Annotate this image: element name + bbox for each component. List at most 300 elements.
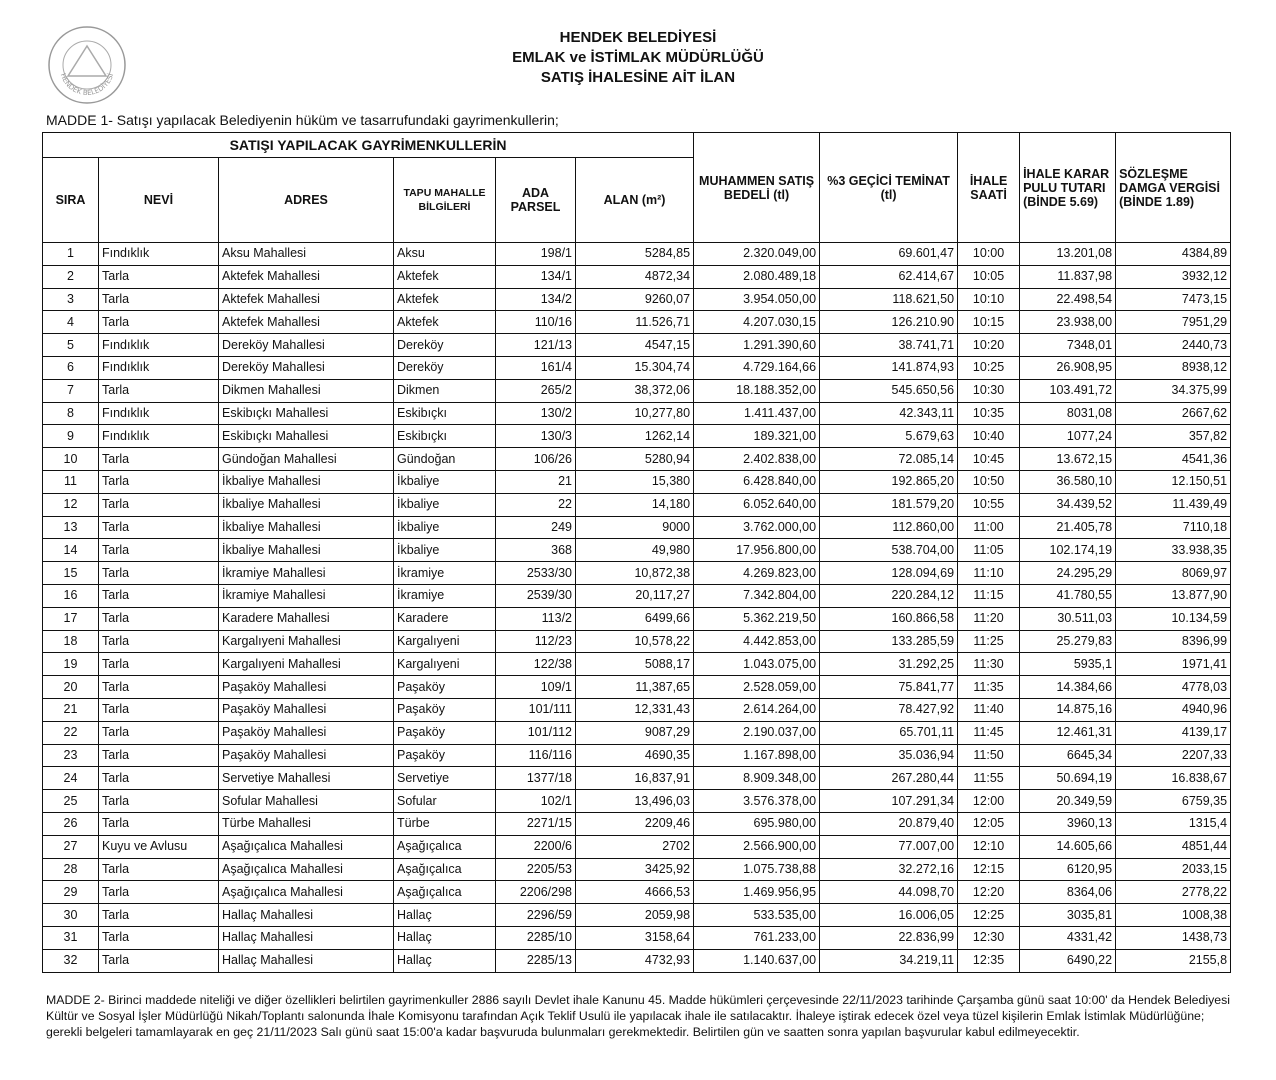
cell-damga: 8069,97 <box>1116 562 1231 585</box>
cell-damga: 6759,35 <box>1116 790 1231 813</box>
cell-adres: Eskibıçkı Mahallesi <box>219 425 394 448</box>
cell-nevi: Tarla <box>99 311 219 334</box>
cell-saat: 11:35 <box>958 676 1020 699</box>
cell-sira: 20 <box>43 676 99 699</box>
cell-adres: Aktefek Mahallesi <box>219 288 394 311</box>
table-row <box>43 265 1231 288</box>
cell-tapu: İkbaliye <box>394 539 496 562</box>
cell-bedel: 1.291.390,60 <box>694 334 820 357</box>
cell-sira: 26 <box>43 812 99 835</box>
cell-teminat: 32.272,16 <box>820 858 958 881</box>
cell-bedel: 2.614.264,00 <box>694 698 820 721</box>
cell-adres: Aktefek Mahallesi <box>219 311 394 334</box>
cell-tapu: Hallaç <box>394 949 496 972</box>
cell-damga: 12.150,51 <box>1116 470 1231 493</box>
cell-bedel: 4.729.164,66 <box>694 356 820 379</box>
cell-sira: 13 <box>43 516 99 539</box>
cell-karar: 4331,42 <box>1020 926 1116 949</box>
cell-damga: 34.375,99 <box>1116 379 1231 402</box>
cell-teminat: 118.621,50 <box>820 288 958 311</box>
cell-nevi: Tarla <box>99 812 219 835</box>
cell-ada: 121/13 <box>496 334 576 357</box>
cell-adres: İkramiye Mahallesi <box>219 584 394 607</box>
cell-nevi: Tarla <box>99 288 219 311</box>
cell-nevi: Tarla <box>99 676 219 699</box>
cell-saat: 12:00 <box>958 790 1020 813</box>
cell-tapu: Sofular <box>394 790 496 813</box>
cell-teminat: 62.414,67 <box>820 265 958 288</box>
cell-bedel: 695.980,00 <box>694 812 820 835</box>
table-row <box>43 881 1231 904</box>
cell-saat: 10:15 <box>958 311 1020 334</box>
cell-sira: 28 <box>43 858 99 881</box>
cell-damga: 2440,73 <box>1116 334 1231 357</box>
cell-karar: 6120,95 <box>1020 858 1116 881</box>
cell-adres: Kargalıyeni Mahallesi <box>219 653 394 676</box>
cell-bedel: 4.207.030,15 <box>694 311 820 334</box>
cell-damga: 13.877,90 <box>1116 584 1231 607</box>
cell-ada: 2285/13 <box>496 949 576 972</box>
cell-damga: 1008,38 <box>1116 904 1231 927</box>
cell-sira: 15 <box>43 562 99 585</box>
table-row <box>43 539 1231 562</box>
cell-tapu: Türbe <box>394 812 496 835</box>
cell-alan: 5284,85 <box>576 243 694 266</box>
cell-sira: 29 <box>43 881 99 904</box>
cell-alan: 10,872,38 <box>576 562 694 585</box>
table-row <box>43 835 1231 858</box>
cell-damga: 1438,73 <box>1116 926 1231 949</box>
cell-karar: 14.605,66 <box>1020 835 1116 858</box>
table-row <box>43 949 1231 972</box>
cell-tapu: Karadere <box>394 607 496 630</box>
table-row <box>43 607 1231 630</box>
cell-damga: 7473,15 <box>1116 288 1231 311</box>
cell-teminat: 160.866,58 <box>820 607 958 630</box>
cell-adres: Hallaç Mahallesi <box>219 926 394 949</box>
cell-sira: 8 <box>43 402 99 425</box>
cell-alan: 6499,66 <box>576 607 694 630</box>
cell-adres: Dereköy Mahallesi <box>219 334 394 357</box>
table-row <box>43 425 1231 448</box>
cell-ada: 22 <box>496 493 576 516</box>
cell-damga: 7951,29 <box>1116 311 1231 334</box>
cell-bedel: 2.402.838,00 <box>694 448 820 471</box>
cell-sira: 10 <box>43 448 99 471</box>
cell-tapu: Kargalıyeni <box>394 630 496 653</box>
cell-nevi: Tarla <box>99 653 219 676</box>
seal-text: HENDEK BELEDİYESİ <box>58 72 116 98</box>
cell-nevi: Tarla <box>99 881 219 904</box>
col-nevi: NEVİ <box>99 158 219 243</box>
cell-sira: 31 <box>43 926 99 949</box>
cell-sira: 6 <box>43 356 99 379</box>
cell-karar: 8364,06 <box>1020 881 1116 904</box>
cell-saat: 11:20 <box>958 607 1020 630</box>
table-row <box>43 904 1231 927</box>
cell-nevi: Tarla <box>99 493 219 516</box>
cell-teminat: 22.836,99 <box>820 926 958 949</box>
cell-saat: 11:40 <box>958 698 1020 721</box>
table-row <box>43 858 1231 881</box>
table-row <box>43 516 1231 539</box>
cell-tapu: Aktefek <box>394 265 496 288</box>
cell-bedel: 3.762.000,00 <box>694 516 820 539</box>
cell-teminat: 107.291,34 <box>820 790 958 813</box>
cell-teminat: 126.210.90 <box>820 311 958 334</box>
cell-bedel: 533.535,00 <box>694 904 820 927</box>
cell-alan: 5088,17 <box>576 653 694 676</box>
cell-adres: Kargalıyeni Mahallesi <box>219 630 394 653</box>
cell-alan: 1262,14 <box>576 425 694 448</box>
cell-ada: 198/1 <box>496 243 576 266</box>
cell-saat: 10:40 <box>958 425 1020 448</box>
cell-tapu: Aktefek <box>394 311 496 334</box>
cell-damga: 4778,03 <box>1116 676 1231 699</box>
cell-nevi: Tarla <box>99 721 219 744</box>
col-adres: ADRES <box>219 158 394 243</box>
cell-alan: 11,387,65 <box>576 676 694 699</box>
cell-damga: 4139,17 <box>1116 721 1231 744</box>
cell-adres: İkbaliye Mahallesi <box>219 539 394 562</box>
cell-ada: 265/2 <box>496 379 576 402</box>
cell-alan: 9260,07 <box>576 288 694 311</box>
cell-alan: 11.526,71 <box>576 311 694 334</box>
cell-alan: 10,277,80 <box>576 402 694 425</box>
cell-nevi: Fındıklık <box>99 425 219 448</box>
cell-teminat: 20.879,40 <box>820 812 958 835</box>
cell-teminat: 38.741,71 <box>820 334 958 357</box>
cell-sira: 17 <box>43 607 99 630</box>
cell-karar: 30.511,03 <box>1020 607 1116 630</box>
cell-bedel: 7.342.804,00 <box>694 584 820 607</box>
cell-bedel: 4.442.853,00 <box>694 630 820 653</box>
cell-karar: 22.498,54 <box>1020 288 1116 311</box>
cell-teminat: 31.292,25 <box>820 653 958 676</box>
cell-karar: 1077,24 <box>1020 425 1116 448</box>
table-row <box>43 243 1231 266</box>
cell-tapu: Eskibıçkı <box>394 425 496 448</box>
cell-saat: 12:25 <box>958 904 1020 927</box>
cell-sira: 22 <box>43 721 99 744</box>
cell-karar: 25.279,83 <box>1020 630 1116 653</box>
cell-saat: 12:30 <box>958 926 1020 949</box>
cell-alan: 5280,94 <box>576 448 694 471</box>
cell-adres: Gündoğan Mahallesi <box>219 448 394 471</box>
cell-nevi: Tarla <box>99 790 219 813</box>
cell-alan: 49,980 <box>576 539 694 562</box>
cell-ada: 122/38 <box>496 653 576 676</box>
property-table <box>42 132 1231 973</box>
cell-saat: 10:35 <box>958 402 1020 425</box>
cell-tapu: Servetiye <box>394 767 496 790</box>
cell-damga: 2033,15 <box>1116 858 1231 881</box>
cell-teminat: 545.650,56 <box>820 379 958 402</box>
cell-nevi: Kuyu ve Avlusu <box>99 835 219 858</box>
document-header <box>0 28 1276 88</box>
cell-bedel: 5.362.219,50 <box>694 607 820 630</box>
cell-karar: 14.875,16 <box>1020 698 1116 721</box>
table-row <box>43 676 1231 699</box>
table-row <box>43 311 1231 334</box>
table-row <box>43 379 1231 402</box>
table-row <box>43 470 1231 493</box>
cell-adres: Aşağıçalıca Mahallesi <box>219 881 394 904</box>
cell-damga: 3932,12 <box>1116 265 1231 288</box>
cell-nevi: Tarla <box>99 630 219 653</box>
cell-saat: 10:45 <box>958 448 1020 471</box>
cell-tapu: Aksu <box>394 243 496 266</box>
cell-tapu: Aşağıçalıca <box>394 835 496 858</box>
property-rows <box>43 243 1231 973</box>
table-row <box>43 812 1231 835</box>
cell-sira: 12 <box>43 493 99 516</box>
cell-saat: 10:25 <box>958 356 1020 379</box>
cell-adres: Paşaköy Mahallesi <box>219 744 394 767</box>
cell-saat: 11:15 <box>958 584 1020 607</box>
cell-saat: 10:10 <box>958 288 1020 311</box>
cell-adres: İkbaliye Mahallesi <box>219 516 394 539</box>
cell-alan: 4666,53 <box>576 881 694 904</box>
cell-adres: Dereköy Mahallesi <box>219 356 394 379</box>
cell-damga: 16.838,67 <box>1116 767 1231 790</box>
cell-damga: 33.938,35 <box>1116 539 1231 562</box>
cell-bedel: 3.576.378,00 <box>694 790 820 813</box>
table-row <box>43 562 1231 585</box>
cell-nevi: Tarla <box>99 698 219 721</box>
cell-alan: 9000 <box>576 516 694 539</box>
cell-alan: 16,837,91 <box>576 767 694 790</box>
cell-sira: 23 <box>43 744 99 767</box>
cell-sira: 4 <box>43 311 99 334</box>
cell-saat: 11:05 <box>958 539 1020 562</box>
cell-teminat: 69.601,47 <box>820 243 958 266</box>
cell-sira: 14 <box>43 539 99 562</box>
cell-ada: 2271/15 <box>496 812 576 835</box>
cell-tapu: Dikmen <box>394 379 496 402</box>
cell-alan: 3158,64 <box>576 926 694 949</box>
cell-tapu: İkramiye <box>394 584 496 607</box>
cell-alan: 3425,92 <box>576 858 694 881</box>
cell-teminat: 16.006,05 <box>820 904 958 927</box>
cell-damga: 1315,4 <box>1116 812 1231 835</box>
cell-sira: 11 <box>43 470 99 493</box>
cell-teminat: 141.874,93 <box>820 356 958 379</box>
cell-alan: 4872,34 <box>576 265 694 288</box>
cell-tapu: Hallaç <box>394 904 496 927</box>
cell-karar: 11.837,98 <box>1020 265 1116 288</box>
cell-ada: 113/2 <box>496 607 576 630</box>
cell-bedel: 761.233,00 <box>694 926 820 949</box>
cell-ada: 1377/18 <box>496 767 576 790</box>
cell-damga: 2207,33 <box>1116 744 1231 767</box>
cell-sira: 3 <box>43 288 99 311</box>
cell-teminat: 181.579,20 <box>820 493 958 516</box>
cell-tapu: Paşaköy <box>394 744 496 767</box>
cell-adres: İkbaliye Mahallesi <box>219 493 394 516</box>
cell-adres: İkbaliye Mahallesi <box>219 470 394 493</box>
cell-bedel: 6.052.640,00 <box>694 493 820 516</box>
cell-bedel: 2.320.049,00 <box>694 243 820 266</box>
group-header: SATIŞI YAPILACAK GAYRİMENKULLERİN <box>43 133 694 158</box>
cell-ada: 161/4 <box>496 356 576 379</box>
cell-nevi: Tarla <box>99 767 219 790</box>
cell-tapu: Dereköy <box>394 356 496 379</box>
cell-damga: 2155,8 <box>1116 949 1231 972</box>
cell-adres: Paşaköy Mahallesi <box>219 676 394 699</box>
cell-ada: 249 <box>496 516 576 539</box>
cell-bedel: 1.167.898,00 <box>694 744 820 767</box>
cell-damga: 4541,36 <box>1116 448 1231 471</box>
table-row <box>43 744 1231 767</box>
cell-nevi: Fındıklık <box>99 334 219 357</box>
cell-bedel: 6.428.840,00 <box>694 470 820 493</box>
cell-nevi: Tarla <box>99 516 219 539</box>
cell-teminat: 192.865,20 <box>820 470 958 493</box>
cell-bedel: 189.321,00 <box>694 425 820 448</box>
cell-sira: 27 <box>43 835 99 858</box>
cell-damga: 8938,12 <box>1116 356 1231 379</box>
cell-adres: Aşağıçalıca Mahallesi <box>219 858 394 881</box>
cell-adres: Hallaç Mahallesi <box>219 949 394 972</box>
cell-karar: 7348,01 <box>1020 334 1116 357</box>
table-row <box>43 584 1231 607</box>
cell-teminat: 34.219,11 <box>820 949 958 972</box>
cell-nevi: Tarla <box>99 584 219 607</box>
cell-karar: 13.201,08 <box>1020 243 1116 266</box>
cell-bedel: 1.075.738,88 <box>694 858 820 881</box>
col-saat: İHALE SAATİ <box>958 133 1020 243</box>
cell-nevi: Tarla <box>99 858 219 881</box>
cell-karar: 5935,1 <box>1020 653 1116 676</box>
cell-nevi: Tarla <box>99 470 219 493</box>
cell-ada: 130/3 <box>496 425 576 448</box>
cell-ada: 134/2 <box>496 288 576 311</box>
cell-nevi: Tarla <box>99 926 219 949</box>
cell-teminat: 42.343,11 <box>820 402 958 425</box>
col-sira: SIRA <box>43 158 99 243</box>
table-row <box>43 790 1231 813</box>
table-row <box>43 402 1231 425</box>
col-teminat: %3 GEÇİCİ TEMİNAT (tl) <box>820 133 958 243</box>
cell-adres: Servetiye Mahallesi <box>219 767 394 790</box>
cell-karar: 103.491,72 <box>1020 379 1116 402</box>
cell-alan: 12,331,43 <box>576 698 694 721</box>
cell-sira: 32 <box>43 949 99 972</box>
cell-alan: 15,380 <box>576 470 694 493</box>
cell-ada: 101/111 <box>496 698 576 721</box>
cell-ada: 106/26 <box>496 448 576 471</box>
cell-tapu: İkbaliye <box>394 516 496 539</box>
cell-alan: 2059,98 <box>576 904 694 927</box>
cell-alan: 14,180 <box>576 493 694 516</box>
cell-teminat: 220.284,12 <box>820 584 958 607</box>
cell-saat: 11:55 <box>958 767 1020 790</box>
cell-damga: 2667,62 <box>1116 402 1231 425</box>
cell-tapu: İkramiye <box>394 562 496 585</box>
cell-ada: 2206/298 <box>496 881 576 904</box>
cell-ada: 112/23 <box>496 630 576 653</box>
cell-damga: 8396,99 <box>1116 630 1231 653</box>
cell-karar: 41.780,55 <box>1020 584 1116 607</box>
cell-tapu: Kargalıyeni <box>394 653 496 676</box>
cell-bedel: 1.469.956,95 <box>694 881 820 904</box>
cell-nevi: Tarla <box>99 379 219 402</box>
cell-alan: 9087,29 <box>576 721 694 744</box>
table-row <box>43 356 1231 379</box>
table-row <box>43 288 1231 311</box>
cell-sira: 18 <box>43 630 99 653</box>
cell-nevi: Tarla <box>99 265 219 288</box>
cell-alan: 4732,93 <box>576 949 694 972</box>
cell-sira: 30 <box>43 904 99 927</box>
cell-adres: Hallaç Mahallesi <box>219 904 394 927</box>
table-row <box>43 767 1231 790</box>
cell-adres: Aksu Mahallesi <box>219 243 394 266</box>
cell-damga: 11.439,49 <box>1116 493 1231 516</box>
cell-adres: Aşağıçalıca Mahallesi <box>219 835 394 858</box>
cell-adres: Sofular Mahallesi <box>219 790 394 813</box>
cell-tapu: İkbaliye <box>394 470 496 493</box>
cell-teminat: 77.007,00 <box>820 835 958 858</box>
table-row <box>43 653 1231 676</box>
col-tapu: TAPU MAHALLE BİLGİLERİ <box>394 158 496 243</box>
cell-tapu: Gündoğan <box>394 448 496 471</box>
cell-nevi: Fındıklık <box>99 402 219 425</box>
cell-damga: 2778,22 <box>1116 881 1231 904</box>
cell-ada: 130/2 <box>496 402 576 425</box>
cell-adres: İkramiye Mahallesi <box>219 562 394 585</box>
table-row <box>43 493 1231 516</box>
cell-bedel: 3.954.050,00 <box>694 288 820 311</box>
col-damga: SÖZLEŞME DAMGA VERGİSİ (BİNDE 1.89) <box>1116 133 1231 243</box>
cell-tapu: Aşağıçalıca <box>394 858 496 881</box>
cell-adres: Türbe Mahallesi <box>219 812 394 835</box>
cell-karar: 6645,34 <box>1020 744 1116 767</box>
cell-tapu: Paşaköy <box>394 676 496 699</box>
cell-karar: 14.384,66 <box>1020 676 1116 699</box>
col-muhammen: MUHAMMEN SATIŞ BEDELİ (tl) <box>694 133 820 243</box>
cell-nevi: Tarla <box>99 744 219 767</box>
cell-karar: 34.439,52 <box>1020 493 1116 516</box>
cell-sira: 16 <box>43 584 99 607</box>
cell-adres: Paşaköy Mahallesi <box>219 698 394 721</box>
cell-karar: 3035,81 <box>1020 904 1116 927</box>
cell-saat: 10:50 <box>958 470 1020 493</box>
cell-ada: 134/1 <box>496 265 576 288</box>
table-row <box>43 334 1231 357</box>
cell-karar: 13.672,15 <box>1020 448 1116 471</box>
cell-nevi: Tarla <box>99 539 219 562</box>
cell-sira: 9 <box>43 425 99 448</box>
article-1: MADDE 1- Satışı yapılacak Belediyenin hüküm ve tasarrufundaki gayrimenkullerin; <box>46 112 559 128</box>
cell-karar: 3960,13 <box>1020 812 1116 835</box>
cell-ada: 2296/59 <box>496 904 576 927</box>
cell-alan: 13,496,03 <box>576 790 694 813</box>
cell-alan: 4547,15 <box>576 334 694 357</box>
cell-karar: 6490,22 <box>1020 949 1116 972</box>
cell-tapu: Aktefek <box>394 288 496 311</box>
cell-saat: 11:10 <box>958 562 1020 585</box>
table-row <box>43 698 1231 721</box>
cell-karar: 20.349,59 <box>1020 790 1116 813</box>
cell-teminat: 128.094,69 <box>820 562 958 585</box>
table-row <box>43 630 1231 653</box>
cell-saat: 12:35 <box>958 949 1020 972</box>
article-2: MADDE 2- Birinci maddede niteliği ve diğer özellikleri belirtilen gayrimenkuller 2886 sayılı Devlet ihale Kanunu 45. Madde hükümleri çerçevesinde 22/11/2023 tarihinde Çarşamba günü saat 10:00' da Hendek Belediyesi Kültür ve Sosyal İşler Müdürlüğü Nikah/Toplantı salonunda İhale Komisyonu tarafından Açık Teklif Usulü ile yapılacak ihale ile satılacaktır. İhaleye iştirak edecek özel veya tüzel kişilerin Emlak İstimlak Müdürlüğüne; gerekli belgeleri tamamlayarak en geç 21/11/2023 Salı günü saat 15:00'a kadar başvuruda bulunmaları gerekmektedir. Belirtilen gün ve saatten sonra yapılan başvurular kabul edilmeyecektir. <box>46 993 1230 1039</box>
cell-ada: 116/116 <box>496 744 576 767</box>
cell-ada: 2200/6 <box>496 835 576 858</box>
